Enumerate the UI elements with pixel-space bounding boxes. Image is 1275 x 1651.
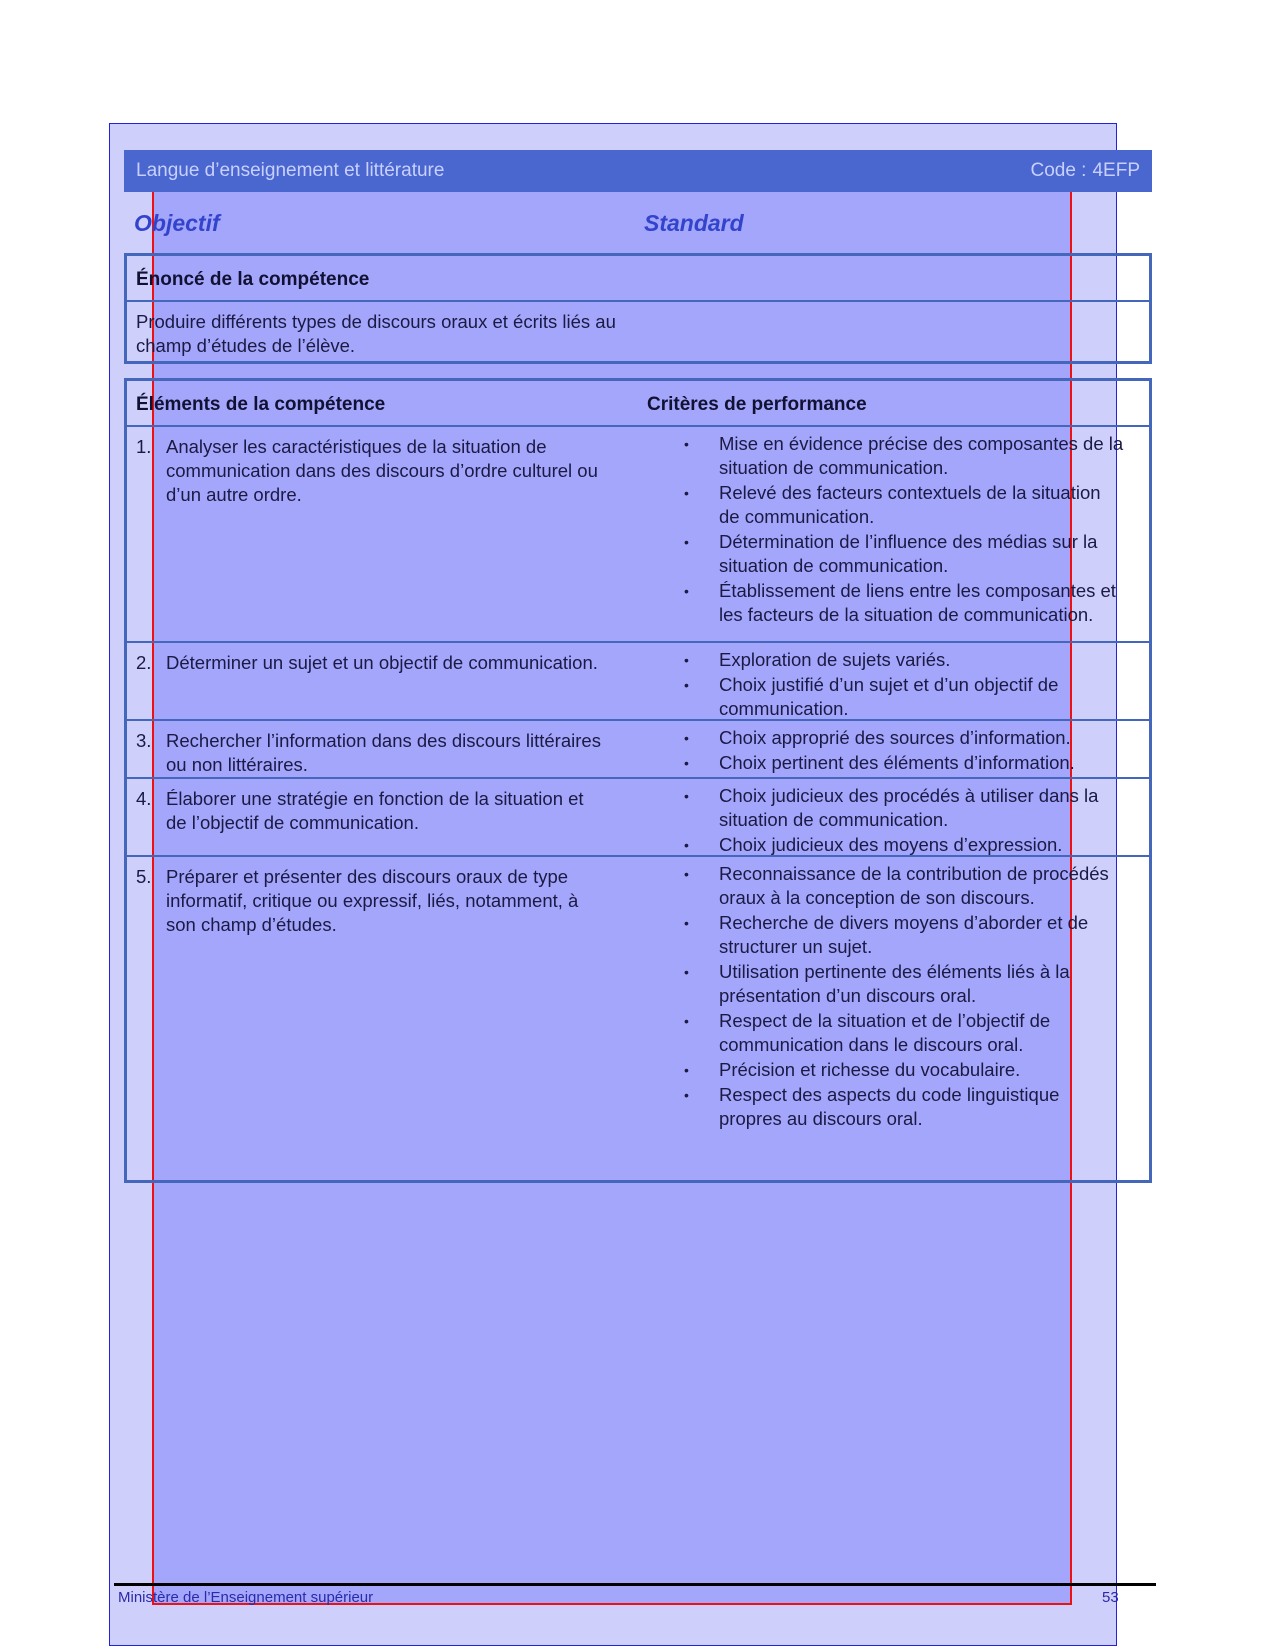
bullet-icon: • — [684, 915, 689, 931]
elements-table-header — [127, 381, 1149, 427]
criteria-item — [684, 432, 1124, 480]
footer-ministry: Ministère de l’Enseignement supérieur — [118, 1589, 374, 1606]
bullet-icon: • — [684, 755, 689, 771]
bullet-icon: • — [684, 964, 689, 980]
criteria-text: Choix approprié des sources d’information. — [719, 727, 1071, 748]
criteria-item — [684, 960, 1124, 1008]
criteria-item — [684, 1009, 1124, 1057]
element-text: Rechercher l’information dans des discours littéraires ou non littéraires. — [166, 730, 601, 775]
statement-heading: Énoncé de la compétence — [127, 256, 1149, 302]
criteria-text: Précision et richesse du vocabulaire. — [719, 1059, 1021, 1080]
criteria-item — [684, 751, 1124, 775]
competency-elements-table — [124, 378, 1152, 1183]
bullet-icon: • — [684, 677, 689, 693]
element-cell — [136, 435, 606, 507]
criteria-item — [684, 673, 1124, 721]
criteria-text: Exploration de sujets variés. — [719, 649, 951, 670]
criteria-item — [684, 481, 1124, 529]
bullet-icon: • — [684, 652, 689, 668]
criteria-text: Respect des aspects du code linguistique propres au discours oral. — [719, 1084, 1060, 1129]
element-number: 5. — [136, 866, 152, 887]
competency-statement-table — [124, 253, 1152, 364]
criteria-text: Choix judicieux des moyens d’expression. — [719, 834, 1063, 855]
table-row — [127, 857, 1149, 1147]
bullet-icon: • — [684, 1062, 689, 1078]
element-number: 3. — [136, 730, 152, 751]
code-value: 4EFP — [1092, 160, 1140, 181]
criteria-item — [684, 648, 1124, 672]
criteria-item — [684, 1058, 1124, 1082]
criteria-cell — [684, 432, 1124, 628]
bullet-icon: • — [684, 788, 689, 804]
criteria-text: Détermination de l’influence des médias sur la situation de communication. — [719, 531, 1098, 576]
criteria-cell — [684, 862, 1124, 1132]
program-header — [124, 150, 1152, 192]
table-row — [127, 427, 1149, 643]
page-number: 53 — [1102, 1589, 1119, 1606]
criteria-text: Choix justifié d’un sujet et d’un objectif de communication. — [719, 674, 1059, 719]
criteria-item — [684, 784, 1124, 832]
bullet-icon: • — [684, 1087, 689, 1103]
criteria-text: Respect de la situation et de l’objectif de communication dans le discours oral. — [719, 1010, 1051, 1055]
criteria-item — [684, 911, 1124, 959]
objective-label: Objectif — [134, 210, 220, 236]
elements-heading: Éléments de la compétence — [136, 394, 386, 415]
bullet-icon: • — [684, 730, 689, 746]
element-cell — [136, 729, 606, 777]
bullet-icon: • — [684, 534, 689, 550]
element-cell — [136, 651, 606, 675]
elements-rows — [127, 427, 1149, 1147]
criteria-item — [684, 579, 1124, 627]
bullet-icon: • — [684, 837, 689, 853]
program-title: Langue d’enseignement et littérature — [136, 160, 445, 181]
criteria-cell — [684, 726, 1124, 776]
element-number: 2. — [136, 652, 152, 673]
criteria-text: Choix judicieux des procédés à utiliser dans la situation de communication. — [719, 785, 1099, 830]
standard-label: Standard — [644, 210, 744, 236]
element-number: 4. — [136, 788, 152, 809]
criteria-text: Recherche de divers moyens d’aborder et de structurer un sujet. — [719, 912, 1089, 957]
code-label: Code : — [1030, 160, 1087, 181]
element-text: Déterminer un sujet et un objectif de communication. — [166, 652, 598, 673]
element-number: 1. — [136, 436, 152, 457]
element-cell — [136, 865, 606, 937]
criteria-item — [684, 862, 1124, 910]
element-text: Analyser les caractéristiques de la situation de communication dans des discours d’ordre culturel ou d’un autre ordre. — [166, 436, 598, 505]
bullet-icon: • — [684, 866, 689, 882]
criteria-text: Choix pertinent des éléments d’information. — [719, 752, 1075, 773]
element-text: Élaborer une stratégie en fonction de la situation et de l’objectif de communication. — [166, 788, 584, 833]
footer-rule — [114, 1583, 1156, 1586]
program-code — [1030, 160, 1140, 182]
element-cell — [136, 787, 606, 835]
criteria-cell — [684, 648, 1124, 722]
criteria-item — [684, 530, 1124, 578]
criteria-text: Mise en évidence précise des composantes de la situation de communication. — [719, 433, 1124, 478]
element-text: Préparer et présenter des discours oraux de type informatif, critique ou expressif, liés, notamment, à son champ d’études. — [166, 866, 579, 935]
criteria-heading: Critères de performance — [647, 394, 867, 415]
bullet-icon: • — [684, 583, 689, 599]
bullet-icon: • — [684, 485, 689, 501]
criteria-item — [684, 1083, 1124, 1131]
criteria-text: Reconnaissance de la contribution de procédés oraux à la conception de son discours. — [719, 863, 1109, 908]
criteria-item — [684, 726, 1124, 750]
section-labels — [134, 210, 1134, 240]
criteria-text: Établissement de liens entre les composantes et les facteurs de la situation de communication. — [719, 580, 1116, 625]
criteria-text: Relevé des facteurs contextuels de la situation de communication. — [719, 482, 1101, 527]
bullet-icon: • — [684, 436, 689, 452]
statement-text: Produire différents types de discours oraux et écrits liés au champ d’études de l’élève. — [136, 311, 616, 356]
criteria-text: Utilisation pertinente des éléments liés à la présentation d’un discours oral. — [719, 961, 1070, 1006]
table-row — [127, 721, 1149, 779]
table-row — [127, 779, 1149, 857]
criteria-item — [684, 833, 1124, 857]
criteria-cell — [684, 784, 1124, 858]
table-row — [127, 643, 1149, 721]
bullet-icon: • — [684, 1013, 689, 1029]
